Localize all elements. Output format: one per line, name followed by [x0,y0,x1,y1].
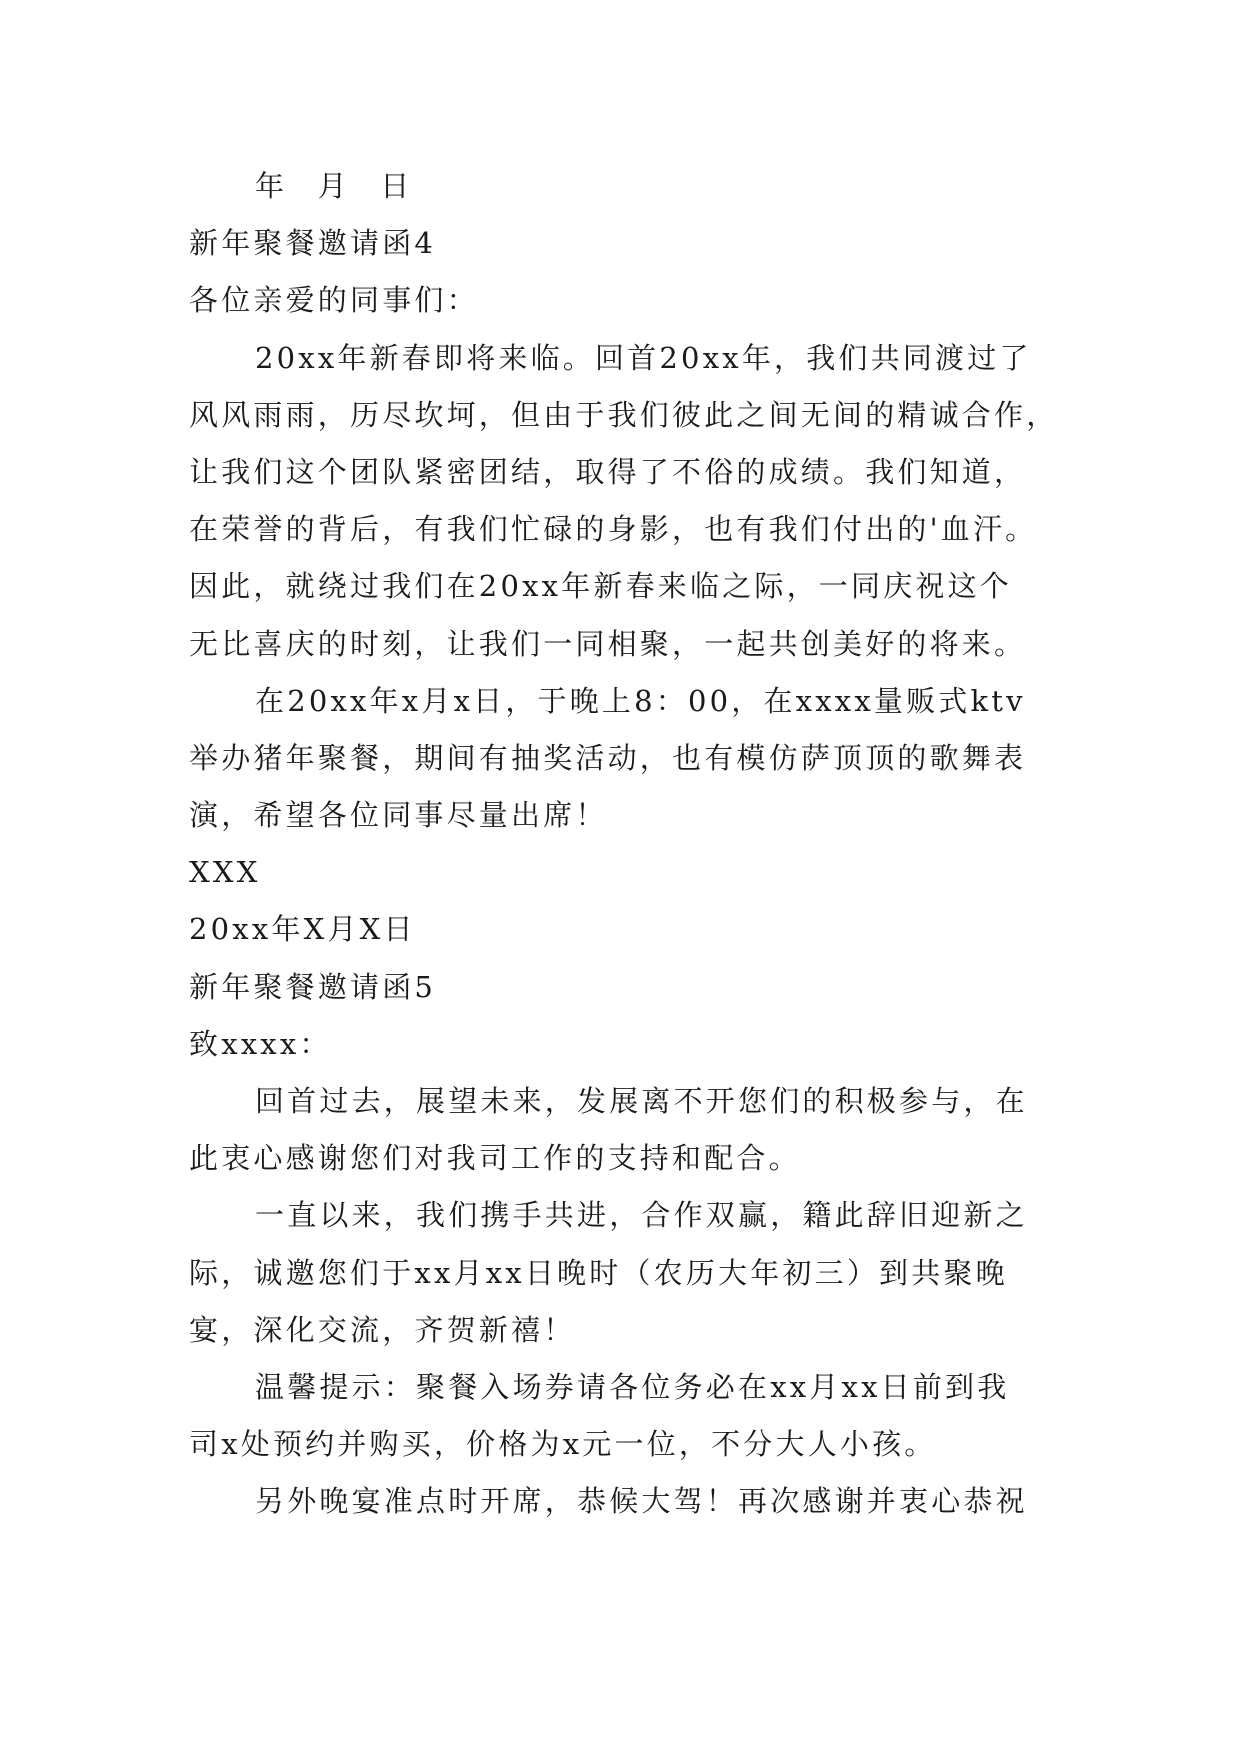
document-body [189,158,1069,1531]
signature-date: 20xx年X月X日 [189,912,416,947]
paragraph-line: 在荣誉的背后，有我们忙碌的身影，也有我们付出的'血汗。 [189,512,1038,547]
salutation-recipient: 致xxxx： [189,1026,332,1061]
date-placeholder-line: 年 月 日 [255,169,413,203]
paragraph-line: 在20xx年x月x日，于晚上8：00，在xxxx量贩式ktv [255,683,1026,718]
paragraph-line: 另外晚宴准点时开席，恭候大驾！再次感谢并衷心恭祝 [255,1484,1028,1519]
paragraph-line: 回首过去，展望未来，发展离不开您们的积极参与，在 [255,1084,1028,1118]
paragraph-line: 20xx年新春即将来临。回首20xx年，我们共同渡过了 [255,340,1032,375]
paragraph-line: 让我们这个团队紧密团结，取得了不俗的成绩。我们知道， [189,454,1027,489]
paragraph-line: 举办猪年聚餐，期间有抽奖活动，也有模仿萨顶顶的歌舞表 [189,740,1027,775]
paragraph-line: 演，希望各位同事尽量出席！ [189,798,608,833]
salutation-colleagues: 各位亲爱的同事们： [189,283,479,318]
paragraph-line: 一直以来，我们携手共进，合作双赢，籍此辞旧迎新之 [255,1198,1028,1233]
invitation-5-title: 新年聚餐邀请函5 [189,969,437,1004]
paragraph-line: 此衷心感谢您们对我司工作的支持和配合。 [189,1141,801,1176]
paragraph-line: 因此，就绕过我们在20xx年新春来临之际，一同庆祝这个 [189,569,1013,604]
paragraph-line: 温馨提示：聚餐入场券请各位务必在xx月xx日前到我 [255,1369,1010,1404]
paragraph-line: 司x处预约并购买，价格为x元一位，不分大人小孩。 [189,1427,937,1462]
paragraph-line: 际，诚邀您们于xx月xx日晚时（农历大年初三）到共聚晚 [189,1255,1008,1290]
paragraph-line: 宴，深化交流，齐贺新禧！ [189,1312,576,1347]
paragraph-line: 风风雨雨，历尽坎坷，但由于我们彼此之间无间的精诚合作， [189,397,1059,432]
signature-name: XXX [189,855,261,890]
paragraph-line: 无比喜庆的时刻，让我们一同相聚，一起共创美好的将来。 [189,626,1027,661]
invitation-4-title: 新年聚餐邀请函4 [189,226,437,261]
